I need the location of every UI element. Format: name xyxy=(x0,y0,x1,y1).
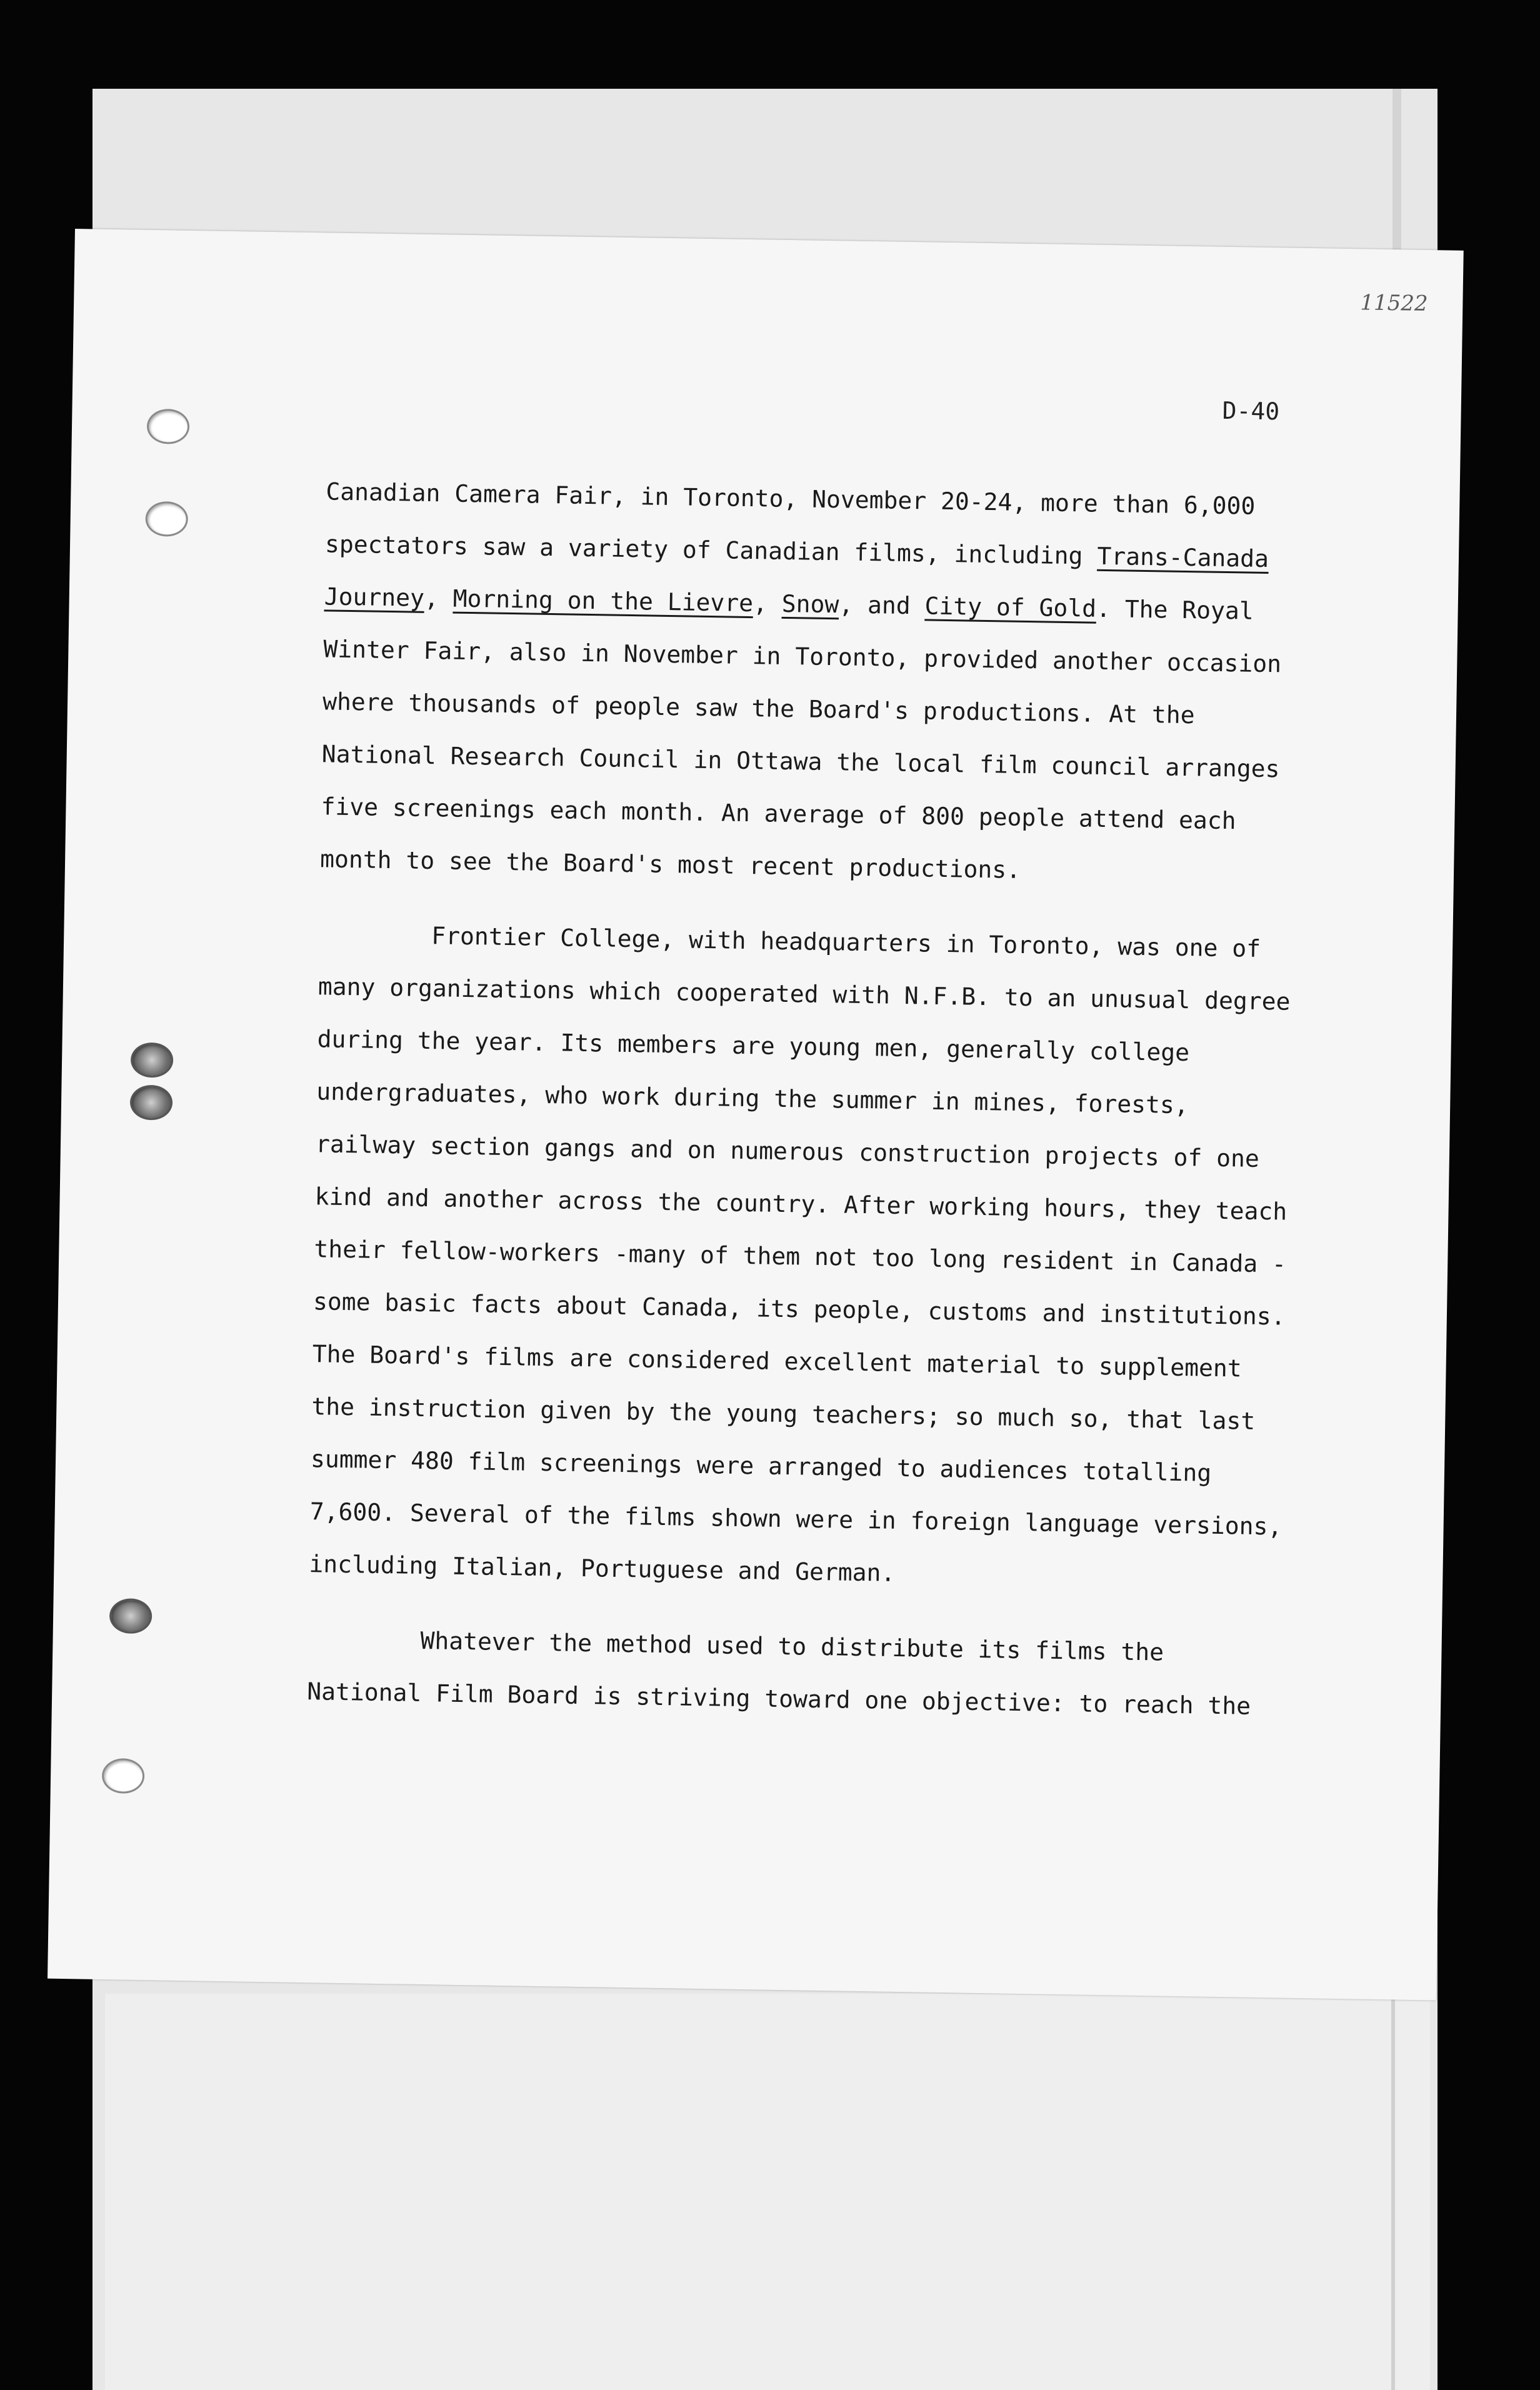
paragraph-3 xyxy=(307,1612,1283,1732)
punch-hole-3 xyxy=(131,1042,174,1078)
paragraph-3-text: Whatever the method used to distribute its films the National Film Board is striving toward one objective: to reach the xyxy=(306,1626,1251,1720)
paragraph-1-text: Canadian Camera Fair, in Toronto, November 20-24, more than 6,000 spectators saw a variety of Canadian films, including xyxy=(324,478,1256,570)
film-title-morning-on-the-lievre: Morning on the Lievre xyxy=(452,584,754,618)
paragraph-1 xyxy=(320,465,1301,900)
archive-number: 11522 xyxy=(1360,290,1428,317)
film-title-snow: Snow xyxy=(781,589,839,619)
punch-hole-4 xyxy=(130,1085,173,1121)
page-number: D-40 xyxy=(1222,396,1280,426)
paragraph-2 xyxy=(309,908,1294,1605)
document-page xyxy=(48,229,1464,2001)
bottom-sheet xyxy=(105,1994,1430,2390)
bottom-sheet-divider xyxy=(1391,1994,1395,2390)
paragraph-1-text-end: . The Royal Winter Fair, also in November in Toronto, provided another occasion where thousands of people saw the Board's productions. At the National Research Council in Ottawa the local film council arranges five screenings each month. An average of 800 people attend each month to see the Board's most recent productions. xyxy=(319,594,1282,884)
punch-hole-2 xyxy=(145,501,188,537)
paragraph-2-text: Frontier College, with headquarters in Toronto, was one of many organizations which cooperated with N.F.B. to an unusual degree during the year. Its members are young men, generally college undergraduates, who work during the summer in mines, forests, railway section gangs and on numerous construction projects of one kind and another across the country. After working hours, they teach their fellow-workers -many of them not too long resident in Canada - some basic facts about Canada, its people, customs and institutions. The Board's films are considered excellent material to supplement the instruction given by the young teachers; so much so, that last summer 480 film screenings were arranged to audiences totalling 7,600. Several of the films shown were in foreign language versions, including Italian, Portuguese and German. xyxy=(309,922,1291,1587)
film-title-trans-canada-journey: Trans-Canada Journey xyxy=(324,542,1269,612)
punch-hole-6 xyxy=(102,1758,145,1794)
separator: , xyxy=(424,584,454,612)
separator: , and xyxy=(839,591,925,620)
punch-hole-5 xyxy=(109,1598,152,1634)
separator: , xyxy=(752,589,782,618)
punch-hole-1 xyxy=(147,409,190,444)
body-text xyxy=(307,465,1301,1732)
film-title-city-of-gold: City of Gold xyxy=(924,592,1097,622)
